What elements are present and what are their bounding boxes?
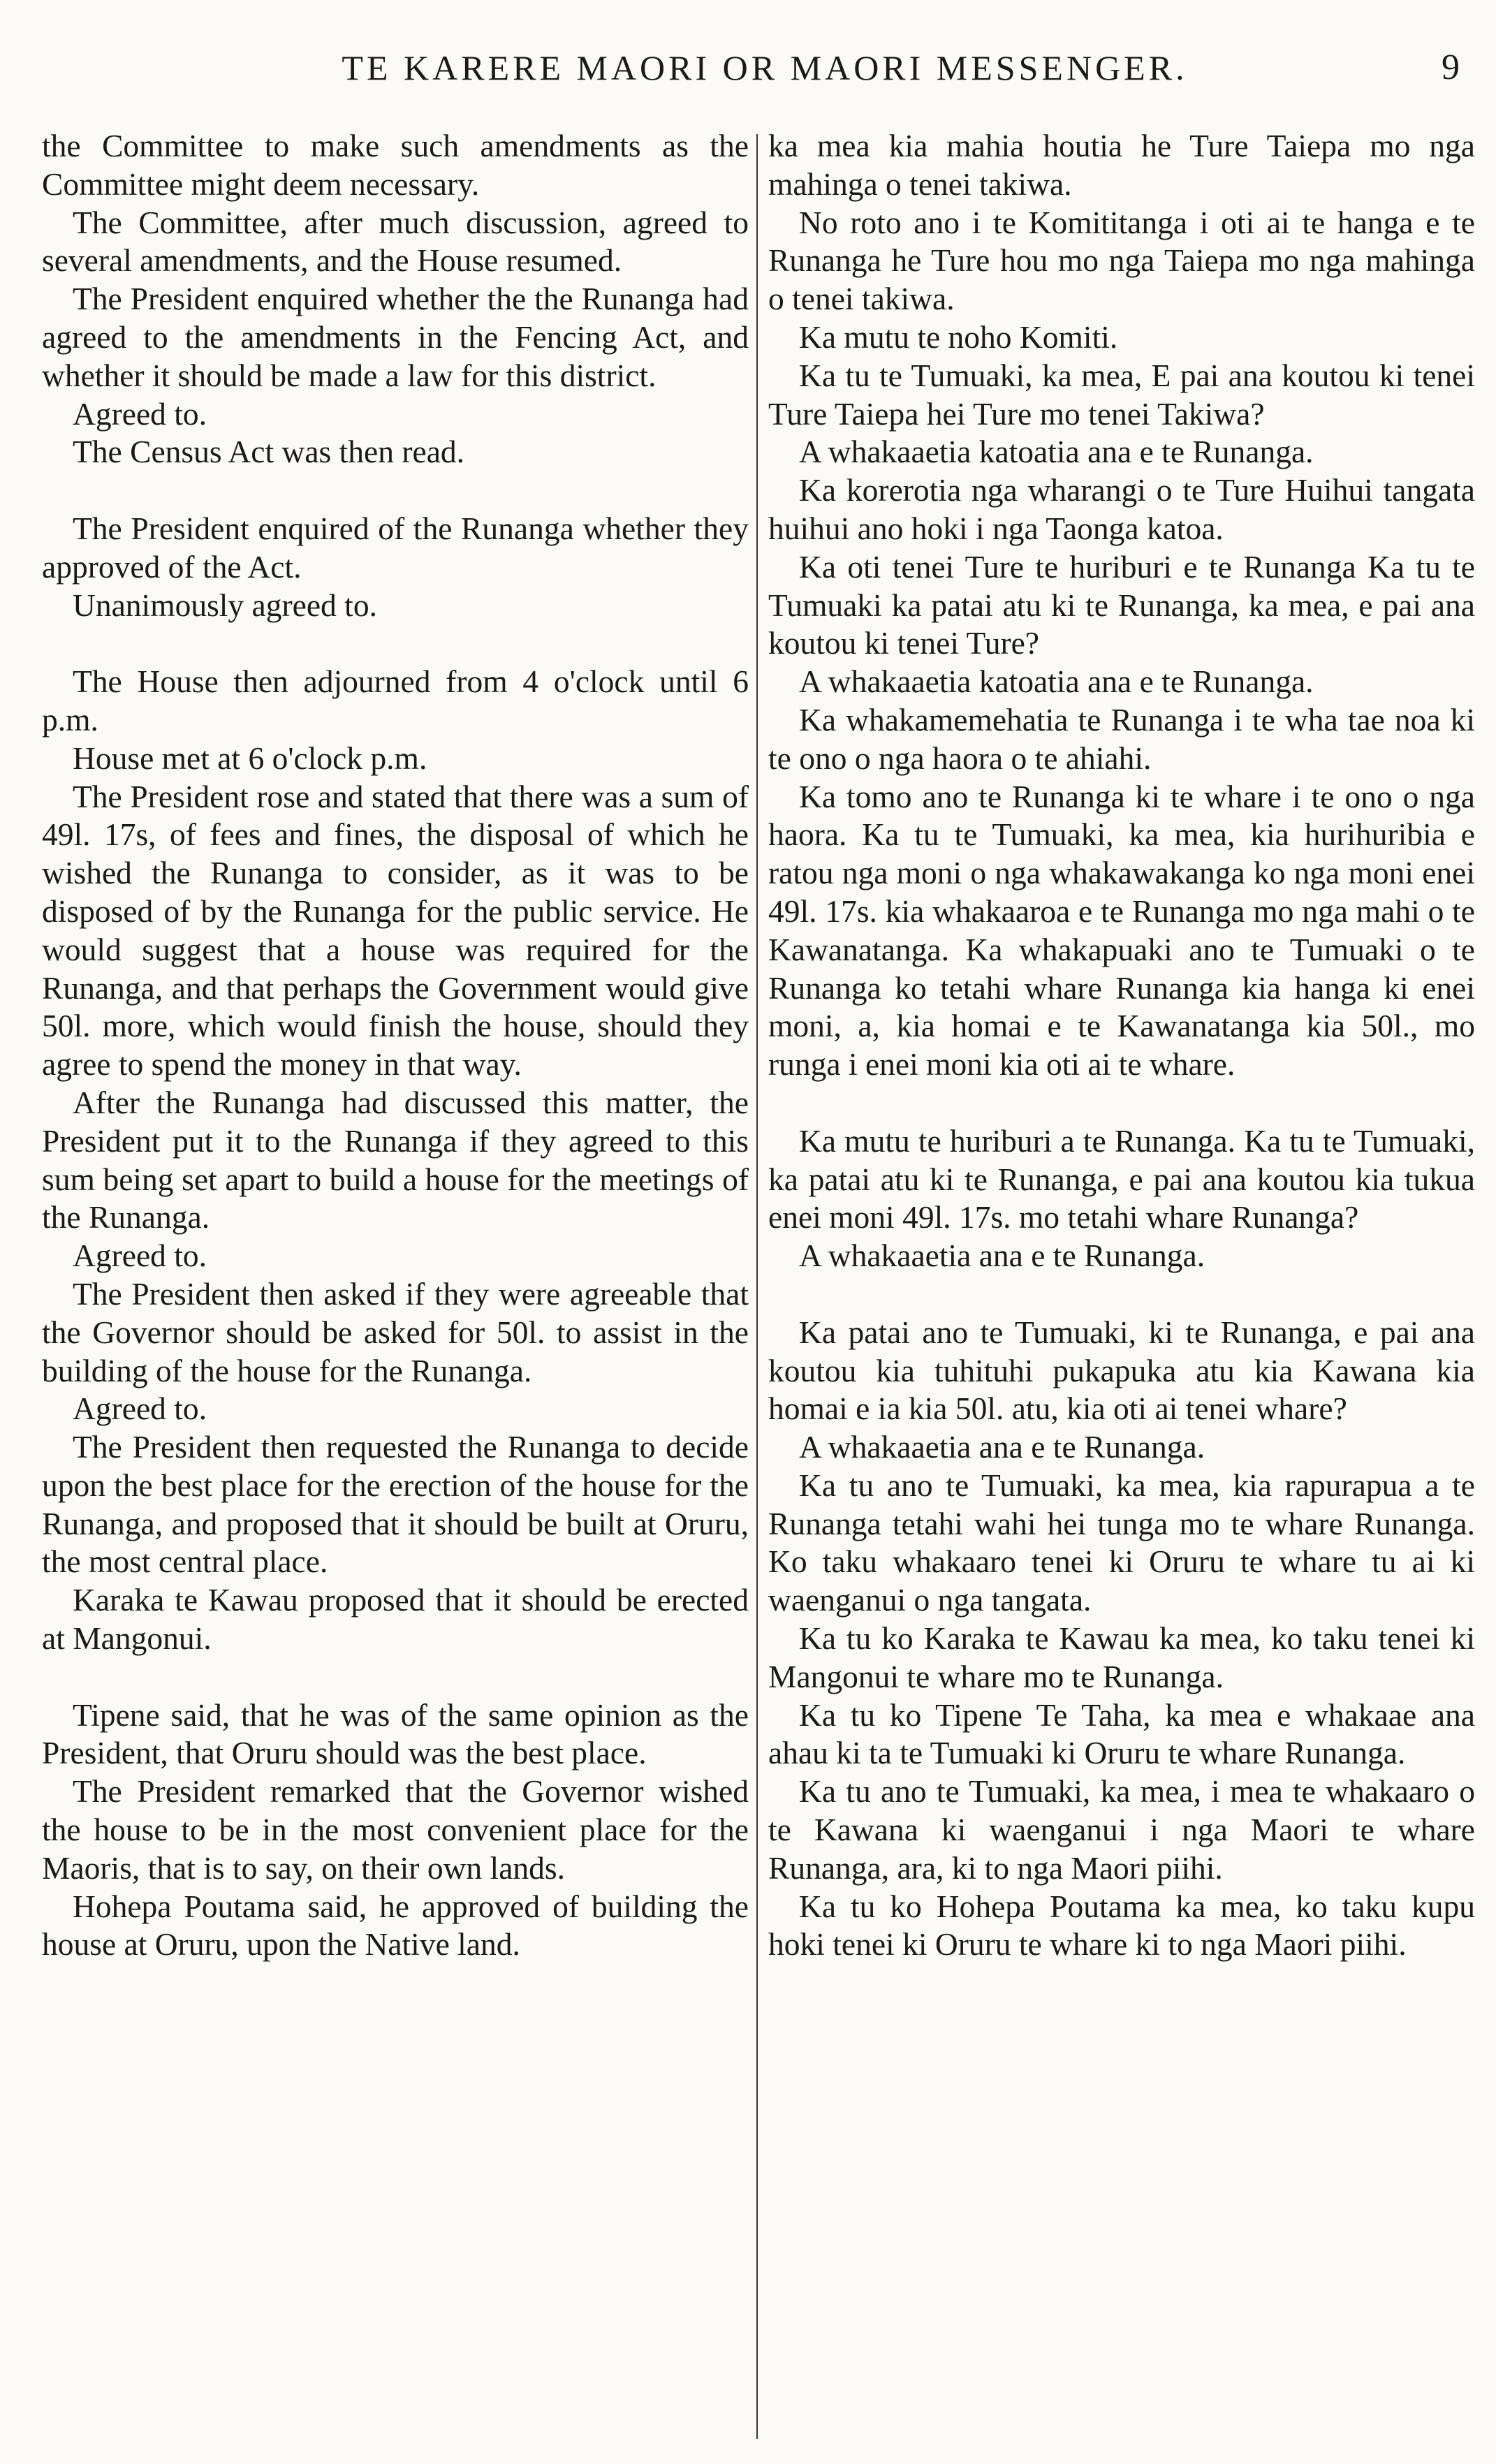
paragraph: Ka tomo ano te Runanga ki te whare i te ono o nga haora. Ka tu te Tumuaki, ka mea, kia hurihuribia e ratou nga moni o nga whakawakanga ko nga moni enei 49l. 17s. kia whakaaroa e te Runanga mo nga mahi o te Kawanatanga. Ka whakapuaki ano te Tumuaki o te Runanga ko tetahi whare Runanga kia hanga ki enei moni, a, kia homai e te Kawanatanga kia 50l., mo runga i enei moni kia oti ai te whare. xyxy=(768,778,1475,1083)
paragraph: The President rose and stated that there was a sum of 49l. 17s, of fees and fines, the disposal of which he wished the Runanga to consider, as it was to be disposed of by the Runanga for the public service. He would suggest that a house was required for the Runanga, and that perhaps the Government would give 50l. more, which would finish the house, should they agree to spend the money in that way. xyxy=(42,778,749,1083)
paragraph: Ka mutu te huriburi a te Runanga. Ka tu te Tumuaki, ka patai atu ki te Runanga, e pai ana koutou kia tukua enei moni 49l. 17s. mo tetahi whare Runanga? xyxy=(768,1122,1475,1235)
paragraph: The House then adjourned from 4 o'clock until 6 p.m. xyxy=(42,663,749,738)
paragraph: the Committee to make such amendments as the Committee might deem necessary. xyxy=(42,128,749,202)
paragraph: Tipene said, that he was of the same opinion as the President, that Oruru should was the best place. xyxy=(42,1696,749,1771)
column-divider xyxy=(756,134,758,2439)
paragraph: The President enquired whether the the Runanga had agreed to the amendments in the Fencing Act, and whether it should be made a law for this district. xyxy=(42,281,749,393)
paragraph: ka mea kia mahia houtia he Ture Taiepa mo nga mahinga o tenei takiwa. xyxy=(768,128,1475,202)
page-header xyxy=(42,43,1460,92)
paragraph: Ka patai ano te Tumuaki, ki te Runanga, e pai ana koutou kia tuhituhi pukapuka atu kia Kawana kia homai e ia kia 50l. atu, kia oti ai tenei whare? xyxy=(768,1314,1475,1427)
paragraph: The President then asked if they were agreeable that the Governor should be asked for 50l. to assist in the building of the house for the Runanga. xyxy=(42,1275,749,1388)
paragraph: Unanimously agreed to. xyxy=(73,587,377,623)
paragraph: Agreed to. xyxy=(73,1391,207,1427)
paragraph: A whakaaetia ana e te Runanga. xyxy=(799,1429,1205,1465)
paragraph: The President enquired of the Runanga whether they approved of the Act. xyxy=(42,510,749,585)
paragraph: Ka tu ano te Tumuaki, ka mea, i mea te whakaaro o te Kawana ki waenganui i nga Maori te whare Runanga, ara, ki to nga Maori piihi. xyxy=(768,1773,1475,1886)
paragraph: Ka tu ko Tipene Te Taha, ka mea e whakaae ana ahau ki ta te Tumuaki ki Oruru te whare Runanga. xyxy=(768,1696,1475,1771)
paragraph: Ka tu te Tumuaki, ka mea, E pai ana koutou ki tenei Ture Taiepa hei Ture mo tenei Takiwa? xyxy=(768,357,1475,432)
paragraph: Agreed to. xyxy=(73,395,207,432)
paragraph: Ka mutu te noho Komiti. xyxy=(799,318,1118,355)
paragraph: Ka korerotia nga wharangi o te Ture Huihui tangata huihui ano hoki i nga Taonga katoa. xyxy=(768,472,1475,546)
maori-column xyxy=(768,127,1475,1964)
paragraph: Ka oti tenei Ture te huriburi e te Runanga Ka tu te Tumuaki ka patai atu ki te Runanga, ka mea, e pai ana koutou ki tenei Ture? xyxy=(768,548,1475,661)
paragraph: A whakaaetia katoatia ana e te Runanga. xyxy=(799,663,1314,700)
paragraph: Ka whakamemehatia te Runanga i te wha tae noa ki te ono o nga haora o te ahiahi. xyxy=(768,701,1475,776)
paragraph: The President then requested the Runanga to decide upon the best place for the erection of the house for the Runanga, and proposed that it should be built at Oruru, the most central place. xyxy=(42,1429,749,1580)
paragraph: After the Runanga had discussed this matter, the President put it to the Runanga if they agreed to this sum being set apart to build a house for the meetings of the Runanga. xyxy=(42,1084,749,1235)
paragraph: Ka tu ko Hohepa Poutama ka mea, ko taku kupu hoki tenei ki Oruru te whare ki to nga Maori piihi. xyxy=(768,1888,1475,1963)
paragraph: No roto ano i te Komititanga i oti ai te hanga e te Runanga he Ture hou mo nga Taiepa mo nga mahinga o tenei takiwa. xyxy=(768,204,1475,317)
page-number: 9 xyxy=(1442,47,1460,87)
english-column xyxy=(42,127,749,1964)
paragraph: A whakaaetia katoatia ana e te Runanga. xyxy=(799,434,1314,470)
paragraph: The Census Act was then read. xyxy=(73,434,465,470)
paragraph: The President remarked that the Governor wished the house to be in the most convenient place for the Maoris, that is to say, on their own lands. xyxy=(42,1773,749,1886)
paragraph: Agreed to. xyxy=(73,1238,207,1274)
paragraph: A whakaaetia ana e te Runanga. xyxy=(799,1238,1205,1274)
paragraph: The Committee, after much discussion, agreed to several amendments, and the House resumed. xyxy=(42,204,749,279)
paragraph: Ka tu ano te Tumuaki, ka mea, kia rapurapua a te Runanga tetahi wahi hei tunga mo te whare Runanga. Ko taku whakaaro tenei ki Oruru te whare tu ai ki waenganui o nga tangata. xyxy=(768,1467,1475,1618)
paragraph: Ka tu ko Karaka te Kawau ka mea, ko taku tenei ki Mangonui te whare mo te Runanga. xyxy=(768,1620,1475,1694)
paragraph: Hohepa Poutama said, he approved of building the house at Oruru, upon the Native land. xyxy=(42,1888,749,1963)
newspaper-title: TE KARERE MAORI OR MAORI MESSENGER. xyxy=(342,48,1188,87)
paragraph: House met at 6 o'clock p.m. xyxy=(73,740,427,776)
paragraph: Karaka te Kawau proposed that it should be erected at Mangonui. xyxy=(42,1582,749,1657)
